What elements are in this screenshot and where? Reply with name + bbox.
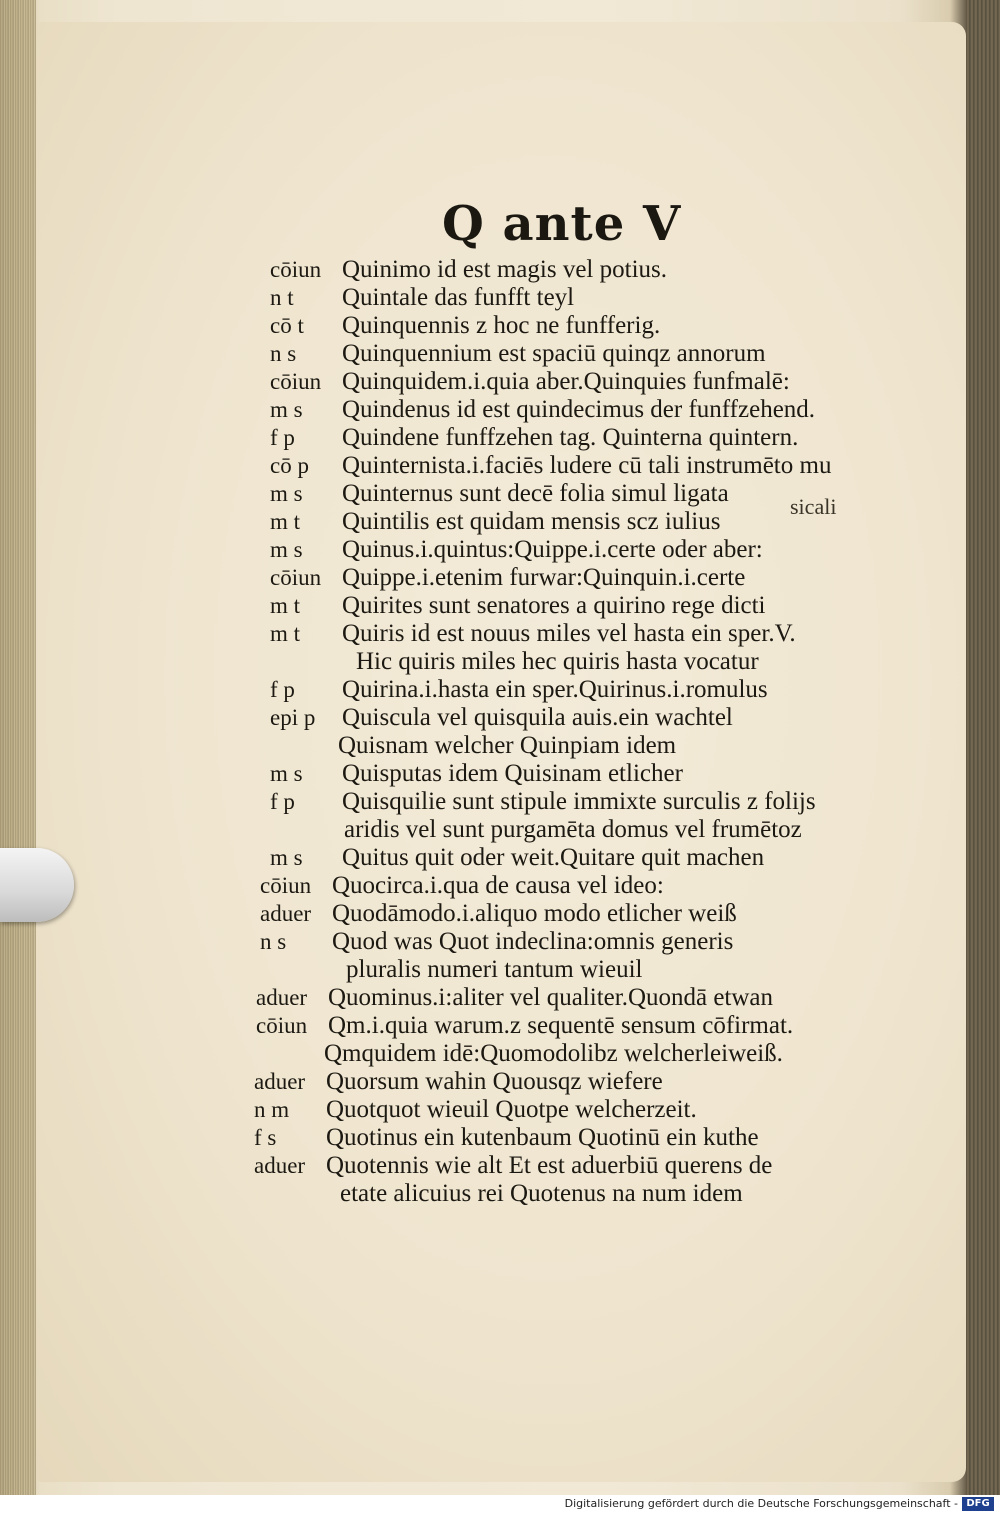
dfg-logo: DFG (962, 1497, 994, 1511)
entry-line (270, 424, 798, 452)
entry-text: Quinimo id est magis vel potius. (342, 256, 667, 283)
entry-line (260, 900, 737, 928)
entry-continuation: Hic quiris miles hec quiris hasta vocatur (356, 648, 759, 675)
entry-text: Quippe.i.etenim furwar:Quinquin.i.certe (342, 564, 746, 591)
grammar-code: m s (270, 537, 303, 562)
grammar-code: cōiun (256, 1013, 308, 1038)
entry-line (270, 536, 763, 564)
entry-line (270, 620, 796, 648)
entry-line (270, 452, 831, 480)
page-stack-left-edge (0, 0, 36, 1495)
grammar-code: cō p (270, 453, 309, 478)
entry-line (256, 1012, 793, 1040)
footer-bar (0, 1495, 1000, 1515)
grammar-code: f p (270, 789, 295, 814)
entry-text: Quitus quit oder weit.Quitare quit machen (342, 844, 765, 871)
entry-line (254, 1124, 759, 1152)
grammar-code: n m (254, 1097, 290, 1122)
entry-text: Quinus.i.quintus:Quippe.i.certe oder aber: (342, 536, 763, 563)
entry-line (270, 340, 766, 368)
grammar-code: f p (270, 425, 295, 450)
entry-text: Qm.i.quia warum.z sequentē sensum cōfirmat. (328, 1012, 794, 1039)
entry-line (270, 396, 815, 424)
entry-line (270, 704, 733, 732)
grammar-code: cōiun (260, 873, 312, 898)
entry-text: Quintale das funfft teyl (342, 284, 575, 311)
entry-line (270, 592, 766, 620)
grammar-code: n s (270, 341, 297, 366)
entry-line (270, 760, 683, 788)
entry-text: Quintilis est quidam mensis scz iulius (342, 508, 721, 535)
entry-line (256, 984, 773, 1012)
grammar-code: aduer (254, 1153, 306, 1178)
entry-line (270, 844, 764, 872)
grammar-code: m s (270, 845, 303, 870)
grammar-code: m t (270, 509, 301, 534)
entry-text: Quinternus sunt decē folia simul ligata (342, 480, 729, 507)
entry-text: Quotquot wieuil Quotpe welcherzeit. (326, 1096, 697, 1123)
entry-text: Quinquennium est spaciū quinqz annorum (342, 340, 766, 367)
page-clip (0, 848, 74, 922)
margin-fragment: sicali (790, 494, 837, 519)
grammar-code: m s (270, 481, 303, 506)
entry-text: Quorsum wahin Quousqz wiefere (326, 1068, 663, 1095)
entry-text: Quod was Quot indeclina:omnis generis (332, 928, 734, 955)
entry-text: Quindenus id est quindecimus der funffzehend. (342, 396, 816, 423)
entry-text: Quocirca.i.qua de causa vel ideo: (332, 872, 664, 899)
entry-text: Quinquidem.i.quia aber.Quinquies funfmalē: (342, 368, 790, 395)
entry-continuation: pluralis numeri tantum wieuil (346, 956, 643, 983)
entry-line (254, 1096, 697, 1124)
entry-line (260, 872, 664, 900)
grammar-code: f s (254, 1125, 277, 1150)
entry-line (270, 564, 745, 592)
entry-line (270, 256, 667, 284)
entry-text: Quisquilie sunt stipule immixte surculis z folijs (342, 788, 816, 815)
entry-continuation: Quisnam welcher Quinpiam idem (338, 732, 677, 759)
grammar-code: m s (270, 397, 303, 422)
entry-line (270, 284, 574, 312)
grammar-code: aduer (260, 901, 312, 926)
funding-credit: Digitalisierung gefördert durch die Deutsche Forschungsgemeinschaft - (564, 1497, 958, 1510)
grammar-code: n t (270, 285, 294, 310)
entry-continuation: Qmquidem idē:Quomodolibz welcherleiweiß. (324, 1040, 783, 1067)
entry-line (254, 1068, 663, 1096)
grammar-code: m t (270, 621, 301, 646)
entry-text: Quisputas idem Quisinam etlicher (342, 760, 683, 787)
entry-text: Quindene funffzehen tag. Quinterna quintern. (342, 424, 799, 451)
entry-line (260, 928, 733, 956)
entry-line (270, 368, 790, 396)
entry-text: Quominus.i:aliter vel qualiter.Quondā etwan (328, 984, 774, 1011)
page-stack-right-edge (966, 0, 1000, 1495)
entry-text: Quirites sunt senatores a quirino rege dicti (342, 592, 766, 619)
entry-line (270, 788, 816, 816)
page-heading: Q ante V (442, 196, 682, 252)
grammar-code: aduer (254, 1069, 306, 1094)
grammar-code: epi p (270, 705, 316, 730)
entry-text: Quinternista.i.faciēs ludere cū tali instrumēto mu (342, 452, 832, 479)
entry-text: Quiscula vel quisquila auis.ein wachtel (342, 704, 733, 731)
entry-text: Quotinus ein kutenbaum Quotinū ein kuthe (326, 1124, 759, 1151)
grammar-code: f p (270, 677, 295, 702)
grammar-code: aduer (256, 985, 308, 1010)
entry-text: Quiris id est nouus miles vel hasta ein sper.V. (342, 620, 796, 647)
entry-text: Quinquennis z hoc ne funfferig. (342, 312, 661, 339)
entry-text: Quotennis wie alt Et est aduerbiū querens de (326, 1152, 773, 1179)
grammar-code: cō t (270, 313, 304, 338)
entry-text: Quirina.i.hasta ein sper.Quirinus.i.romulus (342, 676, 768, 703)
entry-text: Quodāmodo.i.aliquo modo etlicher weiß (332, 900, 737, 927)
grammar-code: cōiun (270, 369, 322, 394)
entry-line (270, 676, 768, 704)
grammar-code: m s (270, 761, 303, 786)
entry-line (270, 508, 720, 536)
entry-line (270, 480, 729, 508)
grammar-code: cōiun (270, 257, 322, 282)
entry-line (254, 1152, 772, 1180)
grammar-code: cōiun (270, 565, 322, 590)
entry-line (270, 312, 660, 340)
entry-continuation: aridis vel sunt purgamēta domus vel frumētoz (344, 816, 802, 843)
grammar-code: m t (270, 593, 301, 618)
entry-continuation: etate alicuius rei Quotenus na num idem (340, 1180, 743, 1207)
grammar-code: n s (260, 929, 287, 954)
